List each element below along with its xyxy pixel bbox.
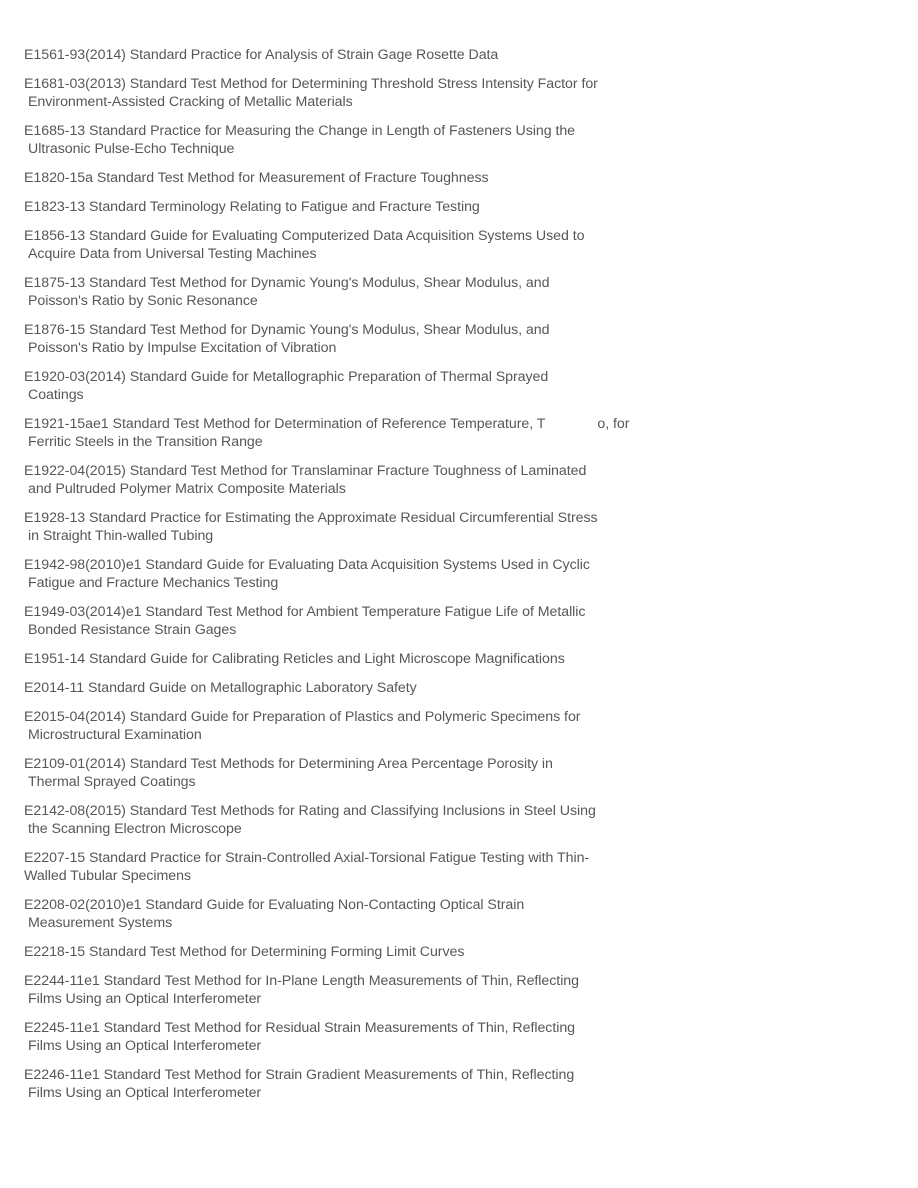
entry-title-continued: Ultrasonic Pulse-Echo Technique: [28, 141, 235, 157]
list-item: [24, 802, 664, 838]
entry-title-continued: in Straight Thin-walled Tubing: [28, 528, 214, 544]
entry-title: E2014-11 Standard Guide on Metallographic Laboratory Safety: [24, 680, 417, 696]
list-item: [24, 755, 664, 791]
entry-title-continued: and Pultruded Polymer Matrix Composite Materials: [28, 481, 346, 497]
list-item: [24, 943, 664, 961]
list-item: [24, 321, 664, 357]
list-item: [24, 650, 664, 668]
entry-title: E1922-04(2015) Standard Test Method for Translaminar Fracture Toughness of Laminated: [24, 463, 587, 479]
entry-title: E2245-11e1 Standard Test Method for Residual Strain Measurements of Thin, Reflecting: [24, 1020, 576, 1036]
entry-title: E1823-13 Standard Terminology Relating to Fatigue and Fracture Testing: [24, 199, 480, 215]
entry-title: E1949-03(2014)e1 Standard Test Method for Ambient Temperature Fatigue Life of Metallic: [24, 604, 586, 620]
list-item: [24, 849, 664, 885]
entry-title-subscript-rest: o, for: [597, 416, 630, 432]
entry-title-continued: Acquire Data from Universal Testing Machines: [28, 246, 317, 262]
list-item: [24, 122, 664, 158]
entry-title-continued: Poisson's Ratio by Impulse Excitation of Vibration: [28, 340, 337, 356]
entry-title-continued: Ferritic Steels in the Transition Range: [28, 434, 263, 450]
entry-title: E2109-01(2014) Standard Test Methods for Determining Area Percentage Porosity in: [24, 756, 553, 772]
list-item: [24, 75, 664, 111]
entry-title: E2207-15 Standard Practice for Strain-Controlled Axial-Torsional Fatigue Testing with Thin-: [24, 850, 590, 866]
entry-title: E1920-03(2014) Standard Guide for Metallographic Preparation of Thermal Sprayed: [24, 369, 549, 385]
entry-title: E1685-13 Standard Practice for Measuring the Change in Length of Fasteners Using the: [24, 123, 576, 139]
list-item: [24, 509, 664, 545]
entry-title: E2218-15 Standard Test Method for Determining Forming Limit Curves: [24, 944, 465, 960]
list-item: [24, 603, 664, 639]
list-item: [24, 227, 664, 263]
standards-list: [24, 46, 664, 1113]
entry-title: E1928-13 Standard Practice for Estimating the Approximate Residual Circumferential Stress: [24, 510, 598, 526]
list-item: [24, 415, 664, 451]
entry-title: E1820-15a Standard Test Method for Measurement of Fracture Toughness: [24, 170, 489, 186]
list-item: [24, 46, 664, 64]
list-item: [24, 679, 664, 697]
entry-title-main: E1921-15ae1 Standard Test Method for Determination of Reference Temperature, T: [24, 416, 546, 432]
list-item: [24, 368, 664, 404]
entry-title: E1942-98(2010)e1 Standard Guide for Evaluating Data Acquisition Systems Used in Cyclic: [24, 557, 590, 573]
entry-title-continued: Coatings: [28, 387, 84, 403]
list-item: [24, 274, 664, 310]
entry-title-continued: Environment-Assisted Cracking of Metallic Materials: [28, 94, 353, 110]
list-item: [24, 169, 664, 187]
entry-title: [24, 415, 664, 433]
entry-title: E1856-13 Standard Guide for Evaluating Computerized Data Acquisition Systems Used to: [24, 228, 585, 244]
entry-title: E2246-11e1 Standard Test Method for Strain Gradient Measurements of Thin, Reflecting: [24, 1067, 575, 1083]
list-item: [24, 462, 664, 498]
list-item: [24, 556, 664, 592]
list-item: [24, 972, 664, 1008]
entry-title: E1875-13 Standard Test Method for Dynamic Young's Modulus, Shear Modulus, and: [24, 275, 550, 291]
entry-title-continued: Measurement Systems: [28, 915, 173, 931]
entry-title-continued: Walled Tubular Specimens: [24, 868, 192, 884]
entry-title: E2142-08(2015) Standard Test Methods for Rating and Classifying Inclusions in Steel Using: [24, 803, 596, 819]
list-item: [24, 896, 664, 932]
entry-title: E1876-15 Standard Test Method for Dynamic Young's Modulus, Shear Modulus, and: [24, 322, 550, 338]
entry-title-continued: Films Using an Optical Interferometer: [28, 1085, 262, 1101]
list-item: [24, 1066, 664, 1102]
entry-title-continued: Thermal Sprayed Coatings: [28, 774, 196, 790]
entry-title: E2244-11e1 Standard Test Method for In-Plane Length Measurements of Thin, Reflecting: [24, 973, 579, 989]
entry-title-continued: Films Using an Optical Interferometer: [28, 991, 262, 1007]
entry-title: E1561-93(2014) Standard Practice for Analysis of Strain Gage Rosette Data: [24, 47, 499, 63]
list-item: [24, 708, 664, 744]
list-item: [24, 1019, 664, 1055]
entry-title-continued: Films Using an Optical Interferometer: [28, 1038, 262, 1054]
entry-title: E2208-02(2010)e1 Standard Guide for Evaluating Non-Contacting Optical Strain: [24, 897, 525, 913]
entry-title: E1681-03(2013) Standard Test Method for Determining Threshold Stress Intensity Factor for: [24, 76, 598, 92]
list-item: [24, 198, 664, 216]
entry-title-continued: Microstructural Examination: [28, 727, 202, 743]
entry-title-continued: Poisson's Ratio by Sonic Resonance: [28, 293, 258, 309]
entry-title-continued: Fatigue and Fracture Mechanics Testing: [28, 575, 279, 591]
entry-title: E2015-04(2014) Standard Guide for Preparation of Plastics and Polymeric Specimens for: [24, 709, 581, 725]
entry-title-continued: the Scanning Electron Microscope: [28, 821, 242, 837]
entry-title: E1951-14 Standard Guide for Calibrating Reticles and Light Microscope Magnifications: [24, 651, 565, 667]
entry-title-continued: Bonded Resistance Strain Gages: [28, 622, 237, 638]
